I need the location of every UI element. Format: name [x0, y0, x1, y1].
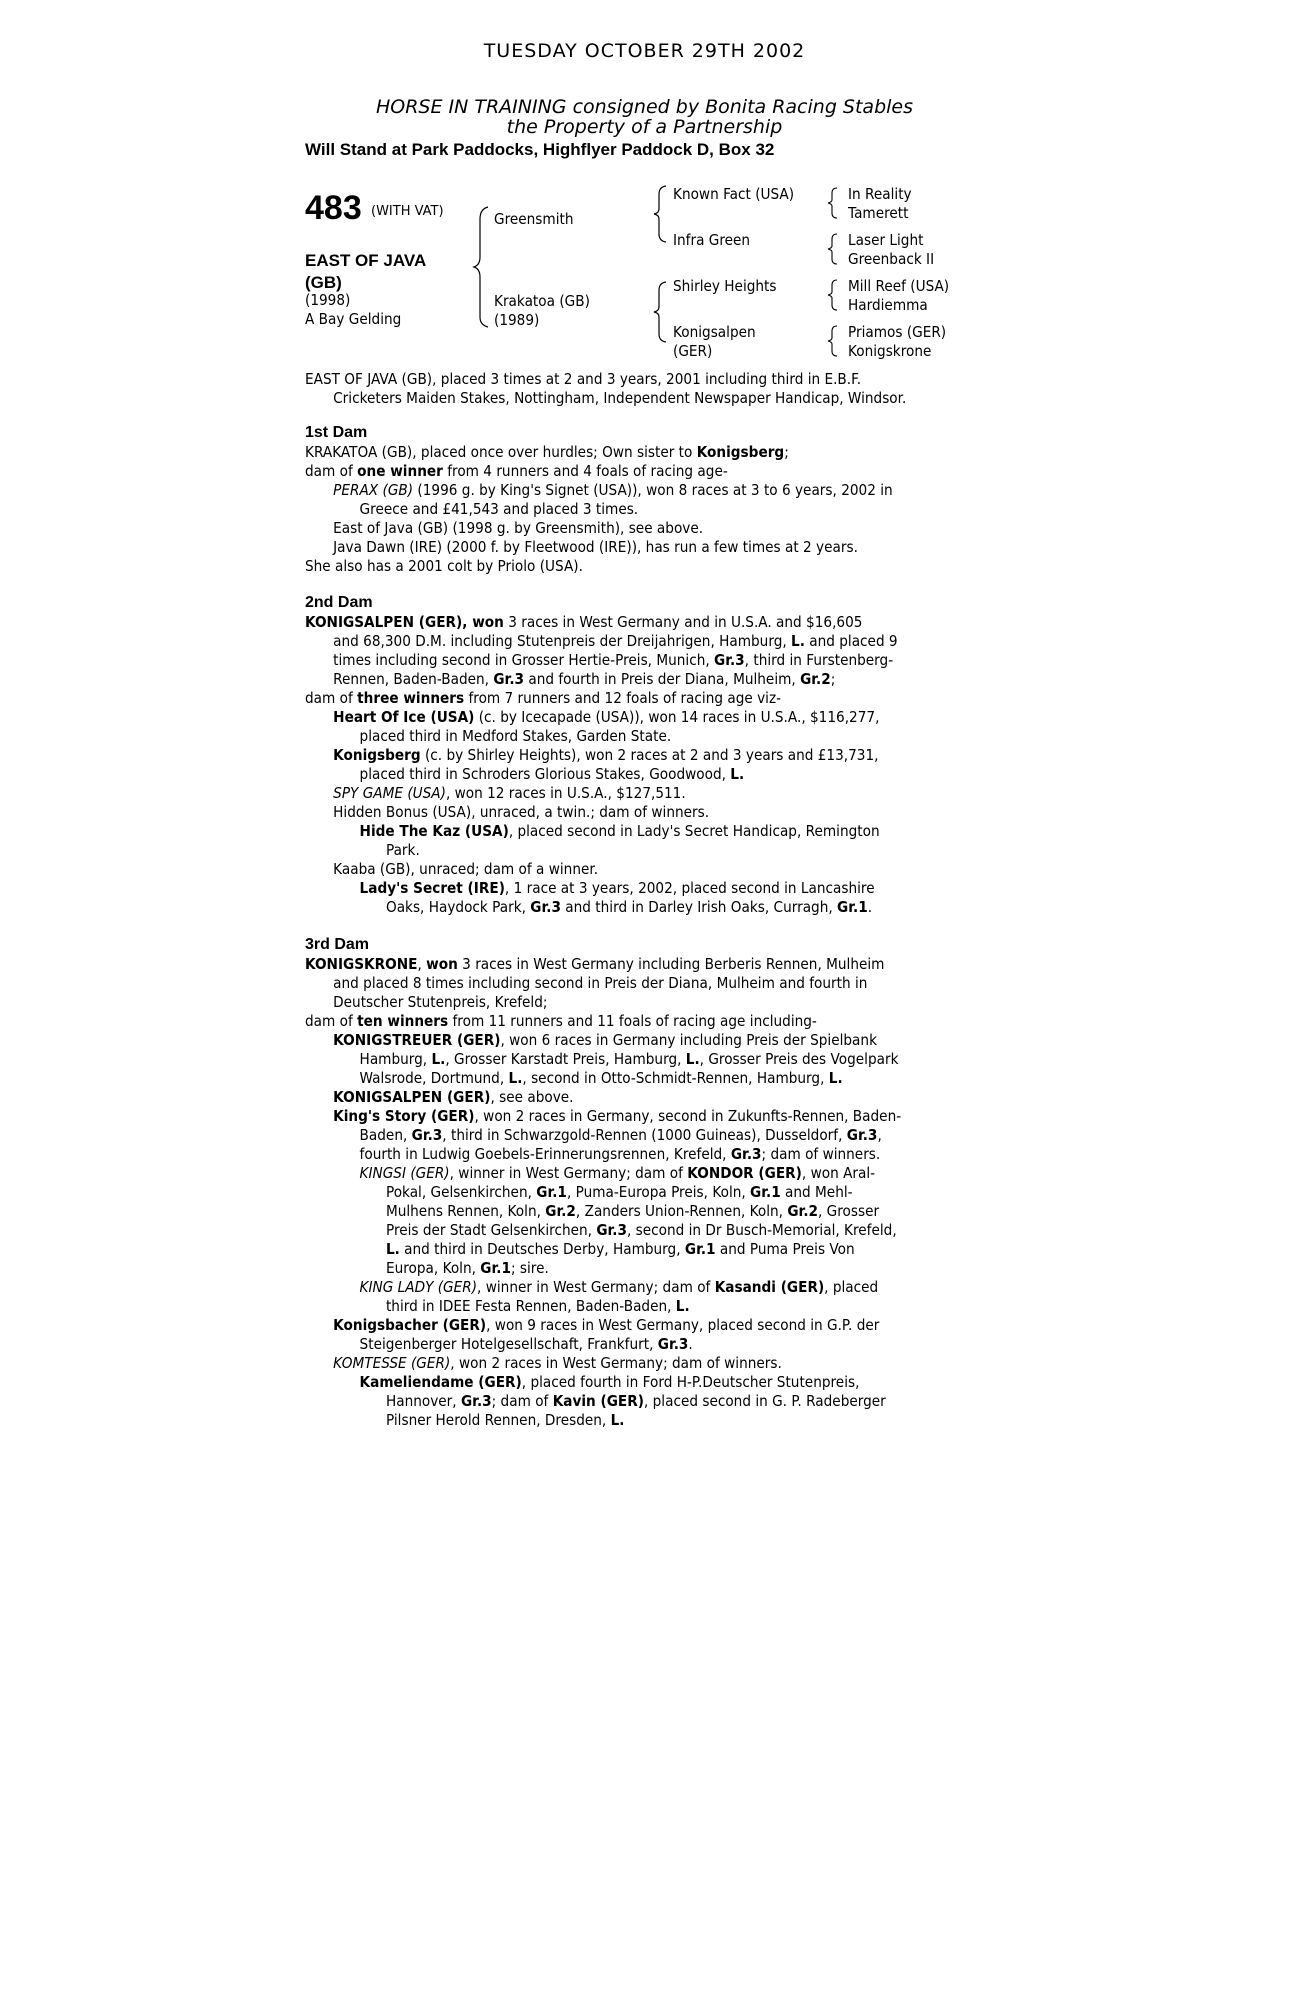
- text-line: and placed 8 times including second in Preis der Diana, Mulheim and fourth in: [333, 974, 868, 992]
- text-line: dam of three winners from 7 runners and 12 foals of racing age viz-: [305, 689, 782, 707]
- horse-name: [305, 250, 426, 294]
- horse-name-line2: (GB): [305, 273, 342, 292]
- text-line: Pilsner Herold Rennen, Dresden, L.: [385, 1411, 625, 1429]
- dam-brace: [650, 280, 670, 344]
- gg-brace-1: [826, 186, 840, 220]
- gg-brace-2: [826, 232, 840, 266]
- pedigree-gg-4: Greenback II: [848, 250, 935, 268]
- text-line: placed third in Medford Stakes, Garden State.: [359, 727, 672, 745]
- text-line: Europa, Koln, Gr.1; sire.: [385, 1259, 549, 1277]
- text-line: Hamburg, L., Grosser Karstadt Preis, Hamburg, L., Grosser Preis des Vogelpark: [359, 1050, 899, 1068]
- sale-date: TUESDAY OCTOBER 29TH 2002: [483, 40, 806, 62]
- text-line: Hannover, Gr.3; dam of Kavin (GER), placed second in G. P. Radeberger: [385, 1392, 886, 1410]
- text-line: She also has a 2001 colt by Priolo (USA).: [305, 557, 583, 575]
- text-line: Konigsbacher (GER), won 9 races in West Germany, placed second in G.P. der: [333, 1316, 880, 1334]
- pedigree-sire-dam: Infra Green: [673, 231, 751, 249]
- text-line: Pokal, Gelsenkirchen, Gr.1, Puma-Europa Preis, Koln, Gr.1 and Mehl-: [385, 1183, 853, 1201]
- consignor-line: HORSE IN TRAINING consigned by Bonita Racing Stables: [375, 96, 914, 118]
- text-line: Preis der Stadt Gelsenkirchen, Gr.3, second in Dr Busch-Memorial, Krefeld,: [385, 1221, 897, 1239]
- text-line: Hide The Kaz (USA), placed second in Lady's Secret Handicap, Remington: [359, 822, 880, 840]
- text-line: KONIGSKRONE, won 3 races in West Germany including Berberis Rennen, Mulheim: [305, 955, 885, 973]
- text-line: Kameliendame (GER), placed fourth in Ford H-P.Deutscher Stutenpreis,: [359, 1373, 860, 1391]
- text-line: KING LADY (GER), winner in West Germany; dam of Kasandi (GER), placed: [359, 1278, 879, 1296]
- text-line: KINGSI (GER), winner in West Germany; dam of KONDOR (GER), won Aral-: [359, 1164, 876, 1182]
- text-line: King's Story (GER), won 2 races in Germany, second in Zukunfts-Rennen, Baden-: [333, 1107, 902, 1125]
- pedigree-gg-5: Mill Reef (USA): [848, 277, 950, 295]
- pedigree-gg-3: Laser Light: [848, 231, 924, 249]
- text-line: Walsrode, Dortmund, L., second in Otto-Schmidt-Rennen, Hamburg, L.: [359, 1069, 843, 1087]
- pedigree-dam: Krakatoa (GB): [494, 292, 590, 310]
- property-line: the Property of a Partnership: [506, 116, 783, 138]
- pedigree-dam-dam: Konigsalpen: [673, 323, 756, 341]
- horse-name-line1: EAST OF JAVA: [305, 251, 427, 270]
- text-line: Greece and £41,543 and placed 3 times.: [359, 500, 639, 518]
- text-line: Oaks, Haydock Park, Gr.3 and third in Darley Irish Oaks, Curragh, Gr.1.: [385, 898, 873, 916]
- text-line: dam of ten winners from 11 runners and 11 foals of racing age including-: [305, 1012, 817, 1030]
- gg-brace-4: [826, 324, 840, 358]
- text-line: and 68,300 D.M. including Stutenpreis der Dreijahrigen, Hamburg, L. and placed 9: [333, 632, 898, 650]
- pedigree-gg-2: Tamerett: [848, 204, 909, 222]
- pedigree-sire-sire: Known Fact (USA): [673, 185, 795, 203]
- text-line: Java Dawn (IRE) (2000 f. by Fleetwood (IRE)), has run a few times at 2 years.: [333, 538, 858, 556]
- text-line: fourth in Ludwig Goebels-Erinnerungsrennen, Krefeld, Gr.3; dam of winners.: [359, 1145, 881, 1163]
- text-line: PERAX (GB) (1996 g. by King's Signet (USA)), won 8 races at 3 to 6 years, 2002 in: [333, 481, 893, 499]
- text-line: Heart Of Ice (USA) (c. by Icecapade (USA)), won 14 races in U.S.A., $116,277,: [333, 708, 880, 726]
- summary-line: Cricketers Maiden Stakes, Nottingham, Independent Newspaper Handicap, Windsor.: [333, 389, 907, 407]
- text-line: times including second in Grosser Hertie-Preis, Munich, Gr.3, third in Furstenberg-: [333, 651, 894, 669]
- text-line: placed third in Schroders Glorious Stakes, Goodwood, L.: [359, 765, 745, 783]
- lot-number: 483: [305, 189, 362, 227]
- text-line: L. and third in Deutsches Derby, Hamburg, Gr.1 and Puma Preis Von: [385, 1240, 855, 1258]
- pedigree-dam-sire: Shirley Heights: [673, 277, 777, 295]
- text-line: Baden, Gr.3, third in Schwarzgold-Rennen (1000 Guineas), Dusseldorf, Gr.3,: [359, 1126, 882, 1144]
- text-line: KONIGSALPEN (GER), won 3 races in West Germany and in U.S.A. and $16,605: [305, 613, 863, 631]
- text-line: Deutscher Stutenpreis, Krefeld;: [333, 993, 548, 1011]
- second-dam-section: [305, 594, 1005, 917]
- text-line: East of Java (GB) (1998 g. by Greensmith), see above.: [333, 519, 704, 537]
- stand-location: Will Stand at Park Paddocks, Highflyer Paddock D, Box 32: [305, 140, 775, 159]
- text-line: Park.: [385, 841, 420, 859]
- text-line: KRAKATOA (GB), placed once over hurdles; Own sister to Konigsberg;: [305, 443, 789, 461]
- text-line: Kaaba (GB), unraced; dam of a winner.: [333, 860, 599, 878]
- text-line: Lady's Secret (IRE), 1 race at 3 years, 2002, placed second in Lancashire: [359, 879, 875, 897]
- sire-dam-brace: [470, 205, 492, 329]
- pedigree-gg-7: Priamos (GER): [848, 323, 947, 341]
- section-heading: 3rd Dam: [305, 936, 370, 953]
- text-line: KONIGSALPEN (GER), see above.: [333, 1088, 574, 1106]
- text-line: KOMTESSE (GER), won 2 races in West Germany; dam of winners.: [333, 1354, 782, 1372]
- text-line: Rennen, Baden-Baden, Gr.3 and fourth in Preis der Diana, Mulheim, Gr.2;: [333, 670, 836, 688]
- text-line: KONIGSTREUER (GER), won 6 races in Germany including Preis der Spielbank: [333, 1031, 877, 1049]
- text-line: SPY GAME (USA), won 12 races in U.S.A., $127,511.: [333, 784, 686, 802]
- pedigree-gg-6: Hardiemma: [848, 296, 928, 314]
- horse-summary: [305, 370, 921, 408]
- summary-line: EAST OF JAVA (GB), placed 3 times at 2 and 3 years, 2001 including third in E.B.F.: [305, 370, 862, 388]
- pedigree-dam-dam-country: (GER): [673, 342, 713, 360]
- sire-brace: [650, 184, 670, 244]
- text-line: Mulhens Rennen, Koln, Gr.2, Zanders Union-Rennen, Koln, Gr.2, Grosser: [385, 1202, 880, 1220]
- third-dam-section: [305, 936, 1005, 1430]
- pedigree-sire: Greensmith: [494, 210, 574, 228]
- foaling-year: (1998): [305, 291, 351, 309]
- section-heading: 1st Dam: [305, 424, 368, 441]
- pedigree-dam-year: (1989): [494, 311, 540, 329]
- text-line: dam of one winner from 4 runners and 4 foals of racing age-: [305, 462, 728, 480]
- text-line: Hidden Bonus (USA), unraced, a twin.; dam of winners.: [333, 803, 710, 821]
- gg-brace-3: [826, 278, 840, 312]
- vat-note: (WITH VAT): [371, 204, 444, 219]
- pedigree-gg-1: In Reality: [848, 185, 912, 203]
- text-line: third in IDEE Festa Rennen, Baden-Baden, L.: [385, 1297, 690, 1315]
- pedigree-gg-8: Konigskrone: [848, 342, 932, 360]
- section-heading: 2nd Dam: [305, 594, 373, 611]
- text-line: Konigsberg (c. by Shirley Heights), won 2 races at 2 and 3 years and £13,731,: [333, 746, 879, 764]
- first-dam-section: [305, 424, 1005, 576]
- horse-description: A Bay Gelding: [305, 310, 402, 328]
- text-line: Steigenberger Hotelgesellschaft, Frankfurt, Gr.3.: [359, 1335, 693, 1353]
